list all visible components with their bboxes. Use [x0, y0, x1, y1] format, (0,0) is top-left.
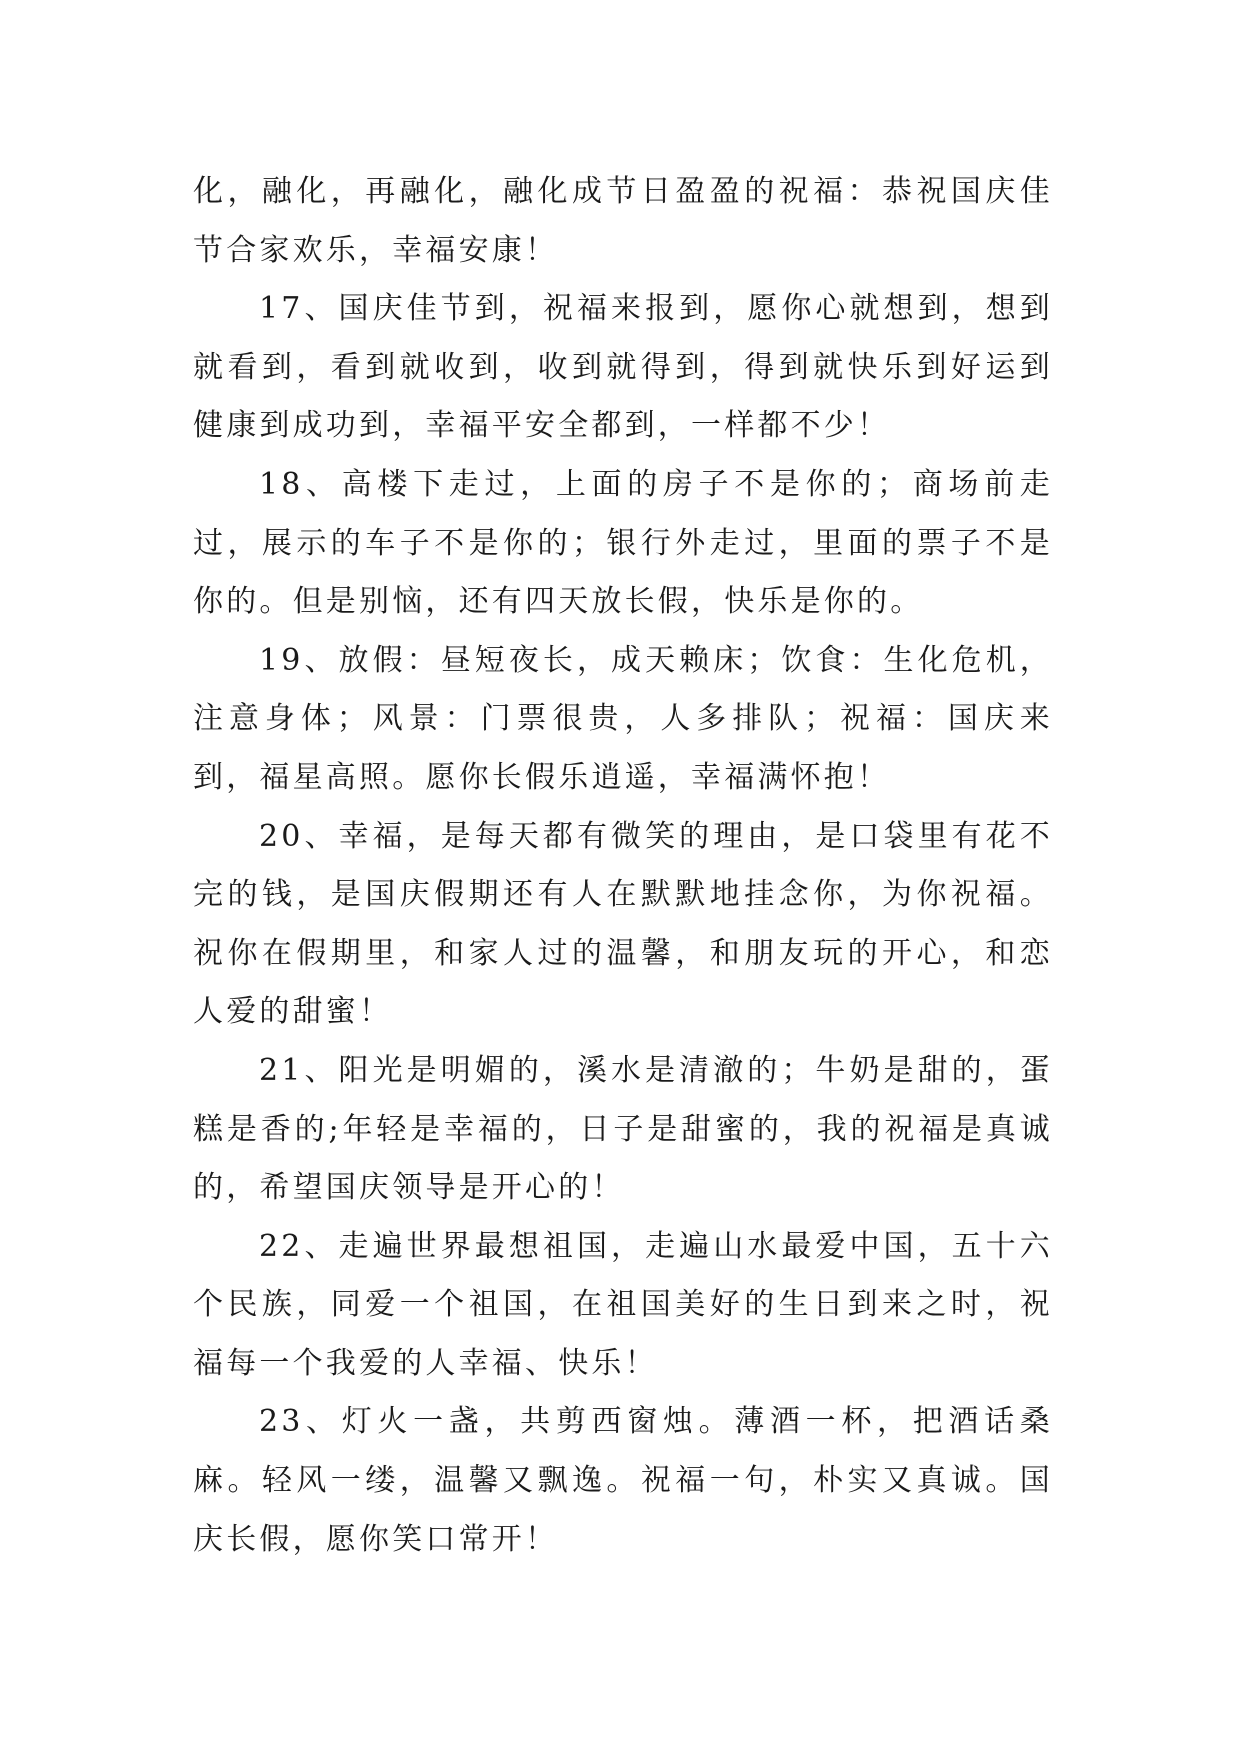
- document-body: [193, 163, 1053, 1569]
- paragraph-20: 20、幸福，是每天都有微笑的理由，是口袋里有花不完的钱，是国庆假期还有人在默默地挂念你，为你祝福。祝你在假期里，和家人过的温馨，和朋友玩的开心，和恋人爱的甜蜜！: [193, 818, 1053, 1030]
- paragraph-22: 22、走遍世界最想祖国，走遍山水最爱中国，五十六个民族，同爱一个祖国，在祖国美好的生日到来之时，祝福每一个我爱的人幸福、快乐！: [193, 1228, 1053, 1381]
- paragraph-23: 23、灯火一盏，共剪西窗烛。薄酒一杯，把酒话桑麻。轻风一缕，温馨又飘逸。祝福一句，朴实又真诚。国庆长假，愿你笑口常开！: [193, 1404, 1053, 1557]
- paragraph-17: 17、国庆佳节到，祝福来报到，愿你心就想到，想到就看到，看到就收到，收到就得到，得到就快乐到好运到健康到成功到，幸福平安全都到，一样都不少！: [193, 291, 1053, 444]
- paragraph-continuation: 化，融化，再融化，融化成节日盈盈的祝福：恭祝国庆佳节合家欢乐，幸福安康！: [193, 174, 1053, 268]
- paragraph-19: 19、放假：昼短夜长，成天赖床；饮食：生化危机，注意身体；风景：门票很贵，人多排队；祝福：国庆来到，福星高照。愿你长假乐逍遥，幸福满怀抱！: [193, 642, 1053, 795]
- paragraph-18: 18、高楼下走过，上面的房子不是你的；商场前走过，展示的车子不是你的；银行外走过，里面的票子不是你的。但是别恼，还有四天放长假，快乐是你的。: [193, 466, 1053, 620]
- paragraph-21: 21、阳光是明媚的，溪水是清澈的；牛奶是甜的，蛋糕是香的;年轻是幸福的，日子是甜蜜的，我的祝福是真诚的，希望国庆领导是开心的！: [193, 1052, 1053, 1206]
